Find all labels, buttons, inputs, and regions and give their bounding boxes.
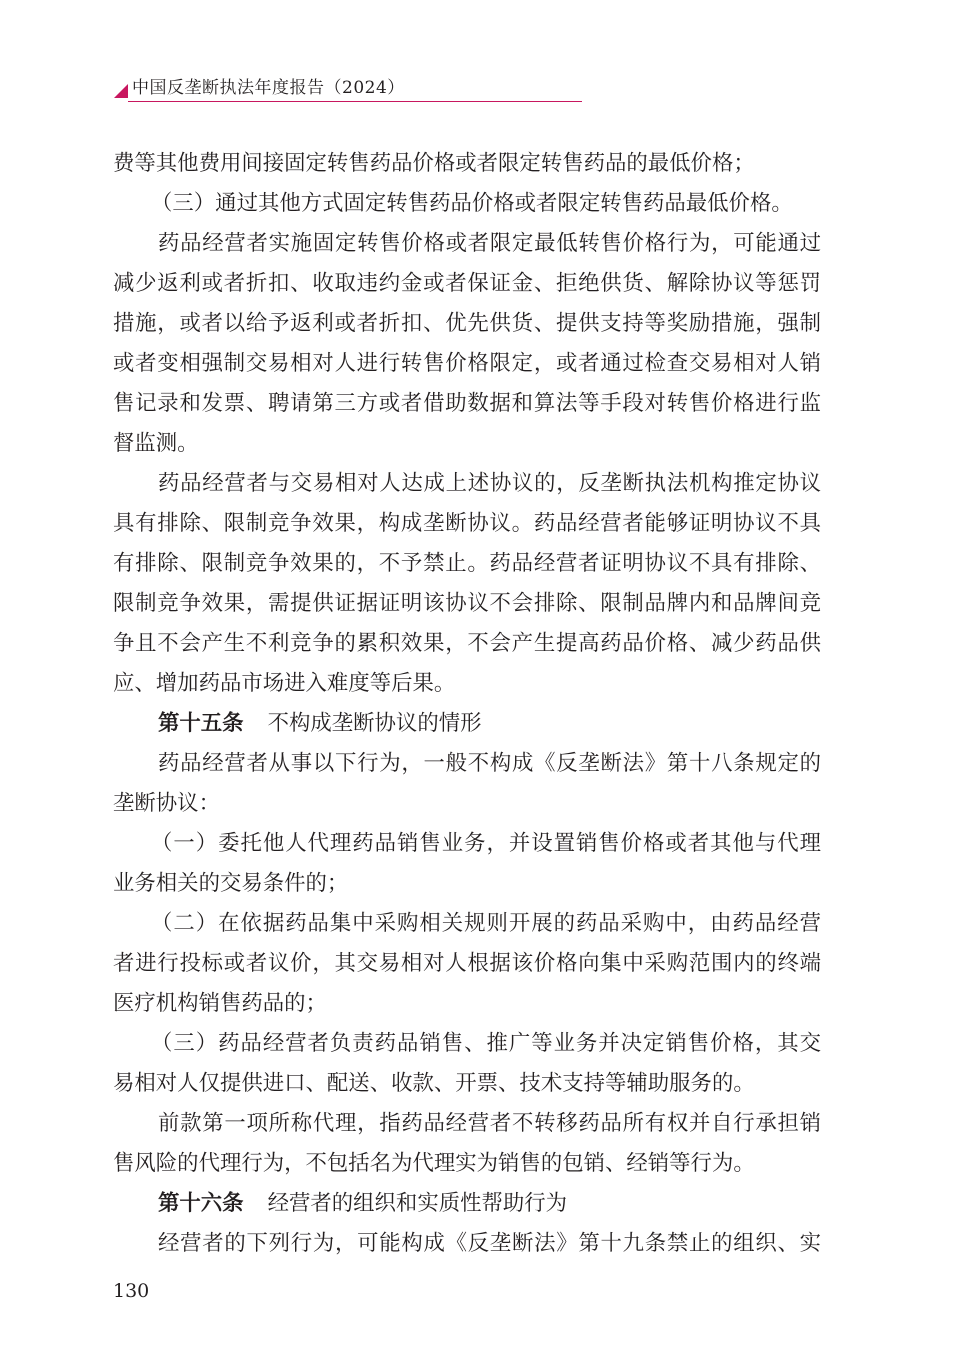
text-line: 应、增加药品市场进入难度等后果。 — [113, 671, 456, 696]
article-heading — [113, 704, 821, 744]
article-title: 不构成垄断协议的情形 — [267, 711, 482, 736]
text-line: 或者变相强制交易相对人进行转售价格限定，或者通过检查交易相对人销 — [113, 351, 821, 376]
article-number: 第十六条 — [158, 1191, 244, 1216]
text-line: 售记录和发票、聘请第三方或者借助数据和算法等手段对转售价格进行监 — [113, 391, 821, 416]
text-line: 争且不会产生不利竞争的累积效果，不会产生提高药品价格、减少药品供 — [113, 631, 821, 656]
text-line: 督监测。 — [113, 431, 199, 456]
text-line: （一）委托他人代理药品销售业务，并设置销售价格或者其他与代理 — [151, 831, 821, 856]
text-line: 医疗机构销售药品的； — [113, 991, 327, 1016]
text-line: 费等其他费用间接固定转售药品价格或者限定转售药品的最低价格； — [113, 151, 755, 176]
text-line: 者进行投标或者议价，其交易相对人根据该价格向集中采购范围内的终端 — [113, 951, 821, 976]
text-line: 药品经营者从事以下行为，一般不构成《反垄断法》第十八条规定的 — [158, 751, 821, 776]
text-line: 具有排除、限制竞争效果，构成垄断协议。药品经营者能够证明协议不具 — [113, 511, 821, 536]
text-line: 有排除、限制竞争效果的，不予禁止。药品经营者证明协议不具有排除、 — [113, 551, 821, 576]
running-header — [114, 76, 582, 104]
text-line: 措施，或者以给予返利或者折扣、优先供货、提供支持等奖励措施，强制 — [113, 311, 821, 336]
article-heading — [113, 1184, 821, 1224]
text-line: （三）通过其他方式固定转售药品价格或者限定转售药品最低价格。 — [151, 191, 793, 216]
text-line: 易相对人仅提供进口、配送、收款、开票、技术支持等辅助服务的。 — [113, 1071, 755, 1096]
body-text — [113, 144, 821, 1264]
header-title: 中国反垄断执法年度报告（2024） — [132, 78, 405, 98]
text-line: 业务相关的交易条件的； — [113, 871, 349, 896]
text-line: 售风险的代理行为，不包括名为代理实为销售的包销、经销等行为。 — [113, 1151, 755, 1176]
text-line: 前款第一项所称代理，指药品经营者不转移药品所有权并自行承担销 — [158, 1111, 821, 1136]
text-line: （二）在依据药品集中采购相关规则开展的药品采购中，由药品经营 — [151, 911, 821, 936]
text-line: 限制竞争效果，需提供证据证明该协议不会排除、限制品牌内和品牌间竞 — [113, 591, 821, 616]
page-number: 130 — [113, 1280, 150, 1302]
text-line: 减少返利或者折扣、收取违约金或者保证金、拒绝供货、解除协议等惩罚 — [113, 271, 821, 296]
text-line: 垄断协议： — [113, 791, 220, 816]
text-line: 药品经营者与交易相对人达成上述协议的，反垄断执法机构推定协议 — [158, 471, 821, 496]
header-triangle-icon — [114, 84, 128, 98]
header-rule — [128, 101, 582, 102]
article-number: 第十五条 — [158, 711, 244, 736]
text-line: （三）药品经营者负责药品销售、推广等业务并决定销售价格，其交 — [151, 1031, 821, 1056]
article-title: 经营者的组织和实质性帮助行为 — [267, 1191, 568, 1216]
text-line: 经营者的下列行为，可能构成《反垄断法》第十九条禁止的组织、实 — [158, 1231, 821, 1256]
text-line: 药品经营者实施固定转售价格或者限定最低转售价格行为，可能通过 — [158, 231, 821, 256]
